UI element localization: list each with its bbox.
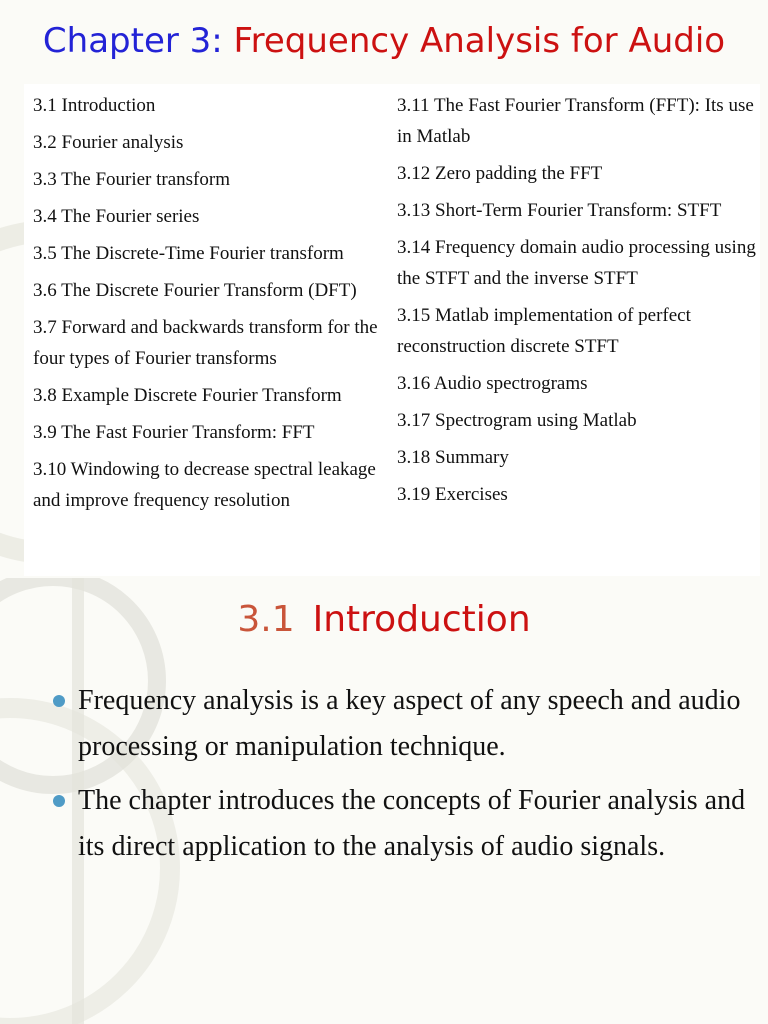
- toc-item: 3.1 Introduction: [33, 95, 156, 116]
- bullet-item: [48, 778, 748, 870]
- toc-right-column: [397, 90, 757, 516]
- toc-item: 3.18 Summary: [397, 447, 509, 468]
- toc-left-column: [33, 90, 385, 522]
- toc-item: 3.17 Spectrogram using Matlab: [397, 410, 637, 431]
- toc-item: 3.7 Forward and backwards transform for the four types of Fourier transforms: [33, 317, 378, 369]
- toc-item: 3.19 Exercises: [397, 484, 508, 505]
- toc-item: 3.6 The Discrete Fourier Transform (DFT): [33, 280, 357, 301]
- toc-item: 3.10 Windowing to decrease spectral leakage and improve frequency resolution: [33, 459, 376, 511]
- toc-item: 3.14 Frequency domain audio processing using the STFT and the inverse STFT: [397, 237, 756, 289]
- bullet-text: Frequency analysis is a key aspect of any speech and audio processing or manipulation technique.: [78, 685, 741, 762]
- chapter-title-rest: Frequency Analysis for Audio: [233, 21, 726, 61]
- toc-item: 3.16 Audio spectrograms: [397, 373, 588, 394]
- toc-item: 3.8 Example Discrete Fourier Transform: [33, 385, 342, 406]
- toc-item: 3.2 Fourier analysis: [33, 132, 184, 153]
- chapter-title-lead: Chapter 3:: [42, 21, 223, 61]
- bullet-list: [48, 678, 748, 878]
- section-number: 3.1: [237, 599, 295, 640]
- section-heading: [0, 596, 768, 644]
- chapter-title: [0, 18, 768, 64]
- toc-item: 3.11 The Fast Fourier Transform (FFT): Its use in Matlab: [397, 95, 754, 147]
- bullet-text: The chapter introduces the concepts of Fourier analysis and its direct application to the analysis of audio signals.: [78, 785, 746, 862]
- toc-item: 3.15 Matlab implementation of perfect reconstruction discrete STFT: [397, 305, 691, 357]
- toc-item: 3.12 Zero padding the FFT: [397, 163, 603, 184]
- bullet-item: [48, 678, 748, 770]
- toc-item: 3.4 The Fourier series: [33, 206, 200, 227]
- bullet-dot-icon: [53, 695, 65, 707]
- toc-item: 3.3 The Fourier transform: [33, 169, 230, 190]
- toc-item: 3.5 The Discrete-Time Fourier transform: [33, 243, 344, 264]
- bullet-dot-icon: [53, 795, 65, 807]
- table-of-contents: [24, 84, 760, 576]
- toc-item: 3.13 Short-Term Fourier Transform: STFT: [397, 200, 722, 221]
- toc-item: 3.9 The Fast Fourier Transform: FFT: [33, 422, 315, 443]
- section-title: Introduction: [312, 599, 531, 640]
- introduction-slide: [0, 578, 768, 1024]
